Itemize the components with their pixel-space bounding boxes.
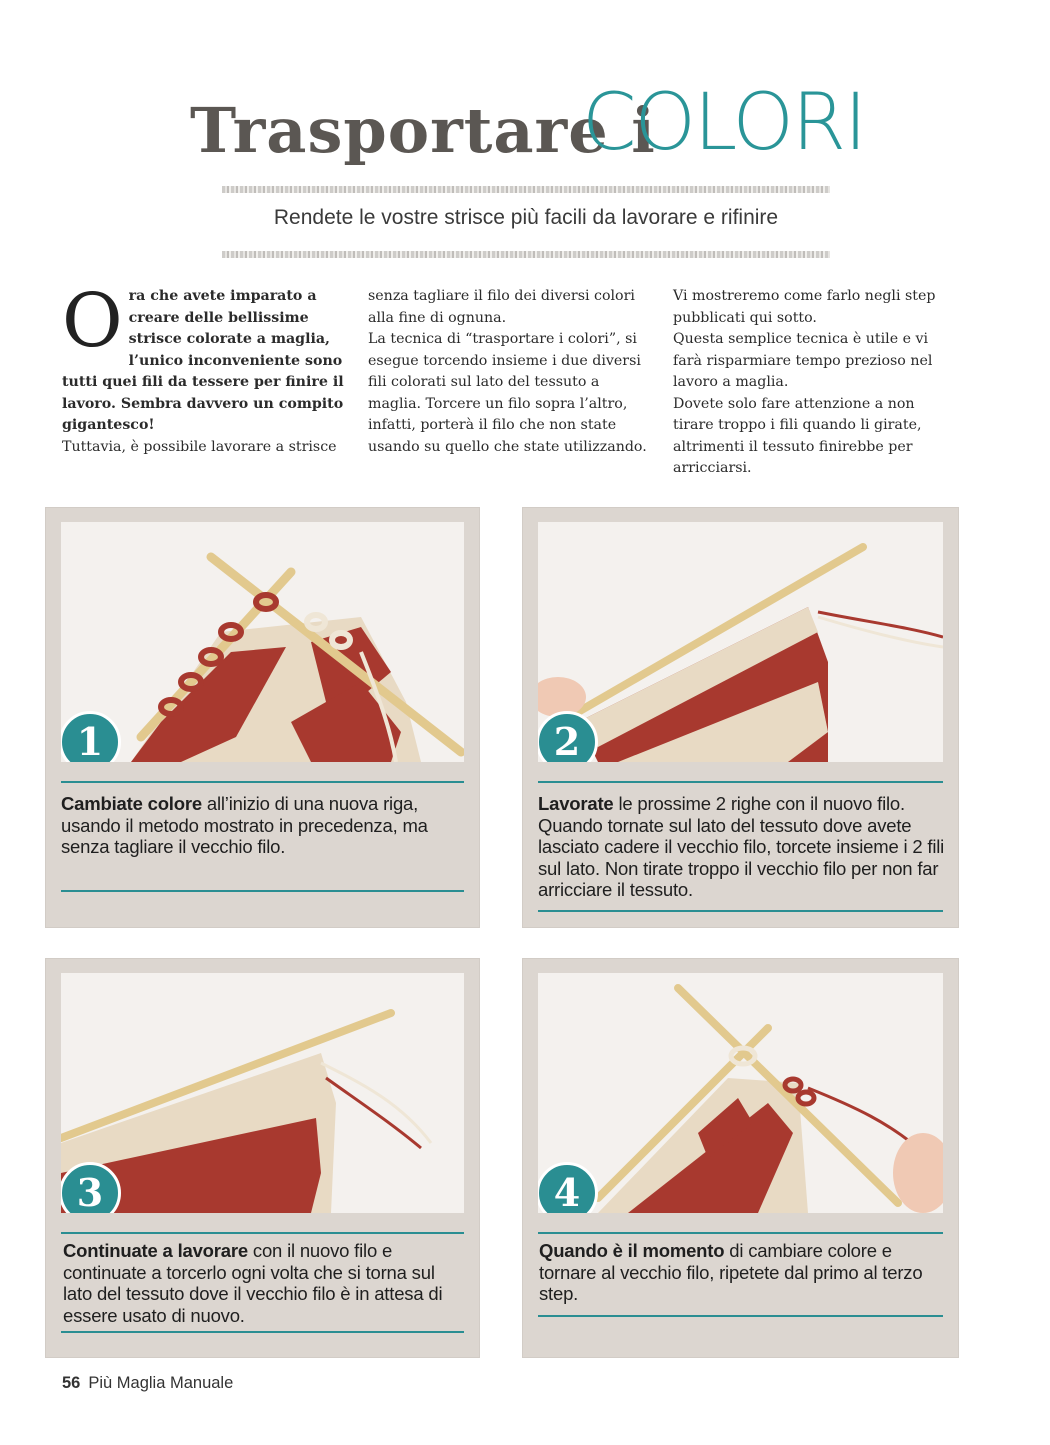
step-caption-3 — [63, 1240, 466, 1326]
caption-rule-bottom-4 — [538, 1315, 943, 1317]
intro-column-3 — [673, 286, 958, 480]
step-number-badge-4: 4 — [538, 1162, 598, 1213]
step-number-badge-1: 1 — [61, 711, 121, 762]
page-title — [190, 78, 890, 178]
step-panel-4 — [522, 958, 959, 1358]
decorative-rule-top — [222, 186, 830, 193]
caption-rule-top-2 — [538, 781, 943, 783]
step-caption-bold-1: Cambiate colore — [61, 793, 202, 814]
publication-name: Più Maglia Manuale — [88, 1374, 234, 1392]
step-caption-bold-2: Lavorate — [538, 793, 614, 814]
step-caption-4 — [539, 1240, 945, 1305]
knitting-illustration-1 — [61, 522, 464, 762]
decorative-rule-bottom — [222, 251, 830, 258]
knitting-illustration-3 — [61, 973, 464, 1213]
caption-rule-bottom-2 — [538, 910, 943, 912]
caption-rule-top-3 — [61, 1232, 464, 1234]
step-caption-2 — [538, 793, 945, 901]
intro-col3-p3: Dovete solo fare attenzione a non tirare troppo i fili quando li girate, altrimenti il tessuto finirebbe per arricciarsi. — [673, 395, 922, 476]
step-number-badge-3: 3 — [61, 1162, 121, 1213]
step-photo-1 — [61, 522, 464, 762]
step-number-badge-2: 2 — [538, 711, 598, 762]
knitting-illustration-2 — [538, 522, 943, 762]
caption-rule-top-4 — [538, 1232, 943, 1234]
intro-lead: ra che avete imparato a creare delle bellissime strisce colorate a maglia, l’unico inconveniente sono tutti quei fili da tessere per finire il lavoro. Sembra davvero un compito gigantesco! — [62, 288, 344, 433]
step-caption-text-4: di cambiare colore e tornare al vecchio filo, ripetete dal primo al terzo step. — [539, 1240, 923, 1304]
step-caption-bold-4: Quando è il momento — [539, 1240, 725, 1261]
intro-column-1 — [62, 278, 344, 458]
step-photo-4 — [538, 973, 943, 1213]
subtitle: Rendete le vostre strisce più facili da lavorare e rifinire — [273, 206, 779, 229]
drop-cap: O — [62, 278, 123, 364]
intro-col2-p2: La tecnica di “trasportare i colori”, si esegue torcendo insieme i due diversi fili colorati sul lato del tessuto a maglia. Torcere un filo sopra l’altro, infatti, porterà il filo che non state usando su quello che state utilizzando. — [368, 331, 647, 455]
step-caption-text-2: le prossime 2 righe con il nuovo filo. Quando tornate sul lato del tessuto dove avete lasciato cadere il vecchio filo, torcete insieme i 2 fili sul lato. Non tirate troppo il vecchio filo per non far arricciare il tessuto. — [538, 793, 945, 900]
knitting-illustration-4 — [538, 973, 943, 1213]
step-photo-2 — [538, 522, 943, 762]
title-part-1: Trasportare i — [190, 94, 656, 167]
caption-rule-top-1 — [61, 781, 464, 783]
caption-rule-bottom-1 — [61, 890, 464, 892]
intro-col3-p1: Vi mostreremo come farlo negli step pubblicati qui sotto. — [673, 288, 936, 326]
intro-col3-p2: Questa semplice tecnica è utile e vi farà risparmiare tempo prezioso nel lavoro a maglia. — [673, 331, 933, 390]
intro-col1-text: Tuttavia, è possibile lavorare a strisce — [62, 438, 337, 455]
step-panel-1 — [45, 507, 480, 928]
step-panel-3 — [45, 958, 480, 1358]
step-caption-1 — [61, 793, 466, 858]
intro-column-2 — [368, 286, 653, 458]
caption-rule-bottom-3 — [61, 1331, 464, 1333]
page-number: 56 — [62, 1374, 81, 1392]
page-footer — [62, 1374, 233, 1393]
intro-col2-p1: senza tagliare il filo dei diversi colori alla fine di ognuna. — [368, 288, 635, 326]
step-caption-bold-3: Continuate a lavorare — [63, 1240, 248, 1261]
step-photo-3 — [61, 973, 464, 1213]
step-caption-text-1: all’inizio di una nuova riga, usando il metodo mostrato in precedenza, ma senza tagliare il vecchio filo. — [61, 793, 428, 857]
step-caption-text-3: con il nuovo filo e continuate a torcerlo ogni volta che si torna sul lato del tessuto dove il vecchio filo è in attesa di essere usato di nuovo. — [63, 1240, 443, 1326]
step-panel-2 — [522, 507, 959, 928]
title-part-2: COLORI — [582, 78, 866, 168]
